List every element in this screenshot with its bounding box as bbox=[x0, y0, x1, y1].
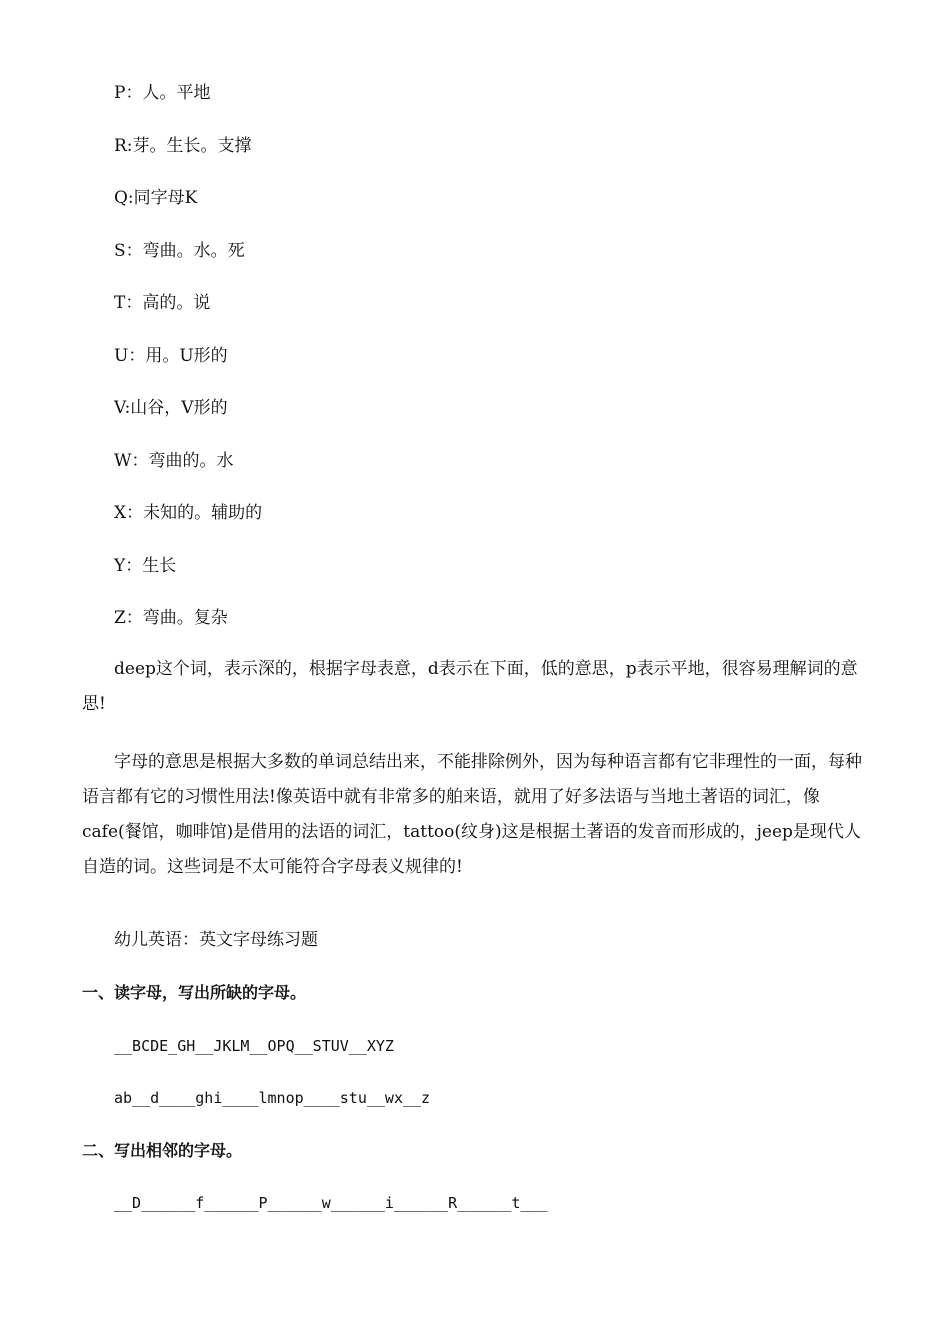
letter-meaning-p: P：人。平地 bbox=[114, 83, 211, 103]
section-1-heading: 一、读字母，写出所缺的字母。 bbox=[82, 983, 307, 1002]
section-2-line: __D______f______P______w______i______R______t___ bbox=[114, 1194, 548, 1212]
section-2-heading: 二、写出相邻的字母。 bbox=[82, 1141, 243, 1160]
paragraph-deep-example: deep这个词，表示深的，根据字母表意，d表示在下面，低的意思，p表示平地，很容易理解词的意思! bbox=[82, 659, 858, 714]
section-1-line-lowercase: ab__d____ghi____lmnop____stu__wx__z bbox=[114, 1089, 431, 1107]
paragraph-exceptions: 字母的意思是根据大多数的单词总结出来，不能排除例外，因为每种语言都有它非理性的一面，每种语言都有它的习惯性用法!像英语中就有非常多的舶来语，就用了好多法语与当地土著语的词汇，像cafe(餐馆，咖啡馆)是借用的法语的词汇，tattoo(纹身)这是根据土著语的发音而形成的，jeep是现代人自造的词。这些词是不太可能符合字母表义规律的! bbox=[82, 752, 862, 877]
letter-meaning-z: Z：弯曲。复杂 bbox=[114, 608, 228, 628]
letter-meaning-w: W：弯曲的。水 bbox=[114, 451, 234, 471]
letter-meaning-y: Y：生长 bbox=[114, 556, 177, 576]
letter-meaning-t: T：高的。说 bbox=[114, 293, 211, 313]
letter-meaning-r: R:芽。生长。支撑 bbox=[114, 136, 252, 156]
letter-meaning-s: S：弯曲。水。死 bbox=[114, 241, 245, 261]
letter-meaning-x: X：未知的。辅助的 bbox=[114, 503, 263, 523]
letter-meaning-q: Q:同字母K bbox=[114, 188, 198, 208]
exercise-title: 幼儿英语：英文字母练习题 bbox=[114, 930, 318, 950]
section-1-line-uppercase: __BCDE_GH__JKLM__OPQ__STUV__XYZ bbox=[114, 1037, 394, 1055]
letter-meaning-v: V:山谷，V形的 bbox=[114, 398, 228, 418]
letter-meaning-u: U：用。U形的 bbox=[114, 346, 228, 366]
